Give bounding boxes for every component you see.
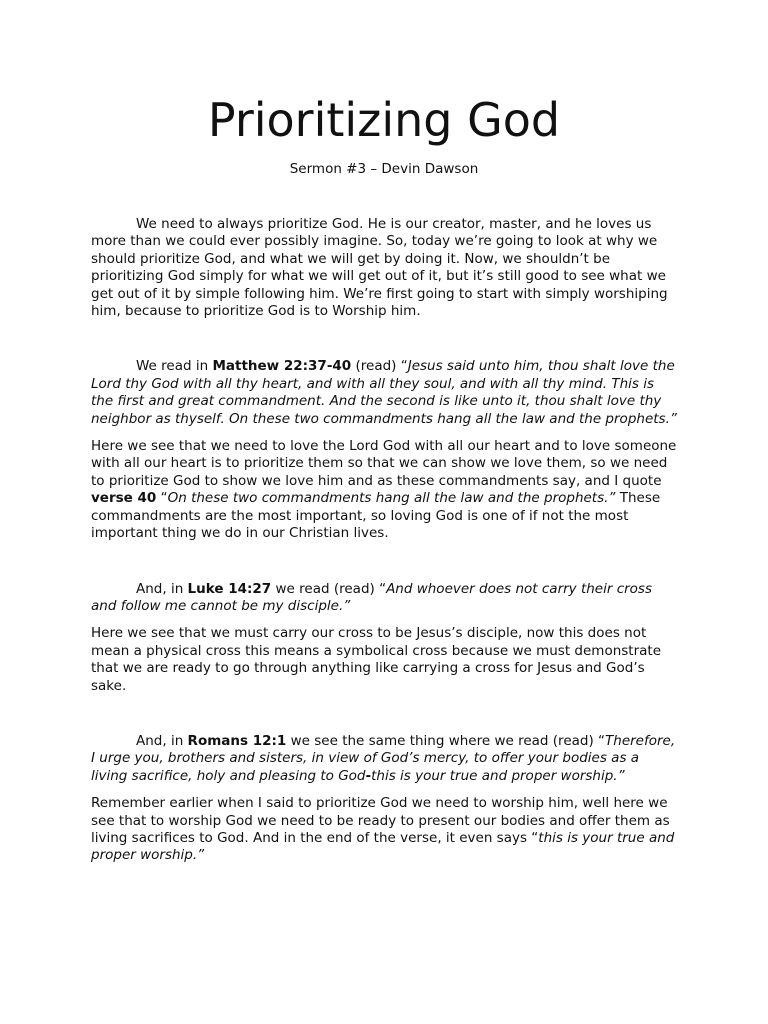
section-1-mid: (read) “	[351, 358, 408, 375]
section-3-quote-a: Therefore, I urge you, brothers and sisters, in view of God’s mercy, to offer your bodies as a living sacrifice, holy and pleasing to God	[91, 732, 676, 784]
section-3-quote-b: this is your true and proper worship.”	[371, 767, 625, 784]
section-1-scripture-paragraph	[91, 358, 677, 428]
section-3-mid: we see the same thing where we read (read) “	[286, 732, 606, 749]
section-2-reference: Luke 14:27	[187, 580, 272, 597]
section-2-mid: we read (read) “	[271, 580, 387, 597]
section-2-quote: And whoever does not carry their cross and follow me cannot be my disciple.”	[91, 580, 652, 614]
intro-paragraph: We need to always prioritize God. He is our creator, master, and he loves us more than we could ever possibly imagine. So, today we’re going to look at why we should prioritize God, and what we will get by doing it. Now, we shouldn’t be prioritizing God simply for what we will get out of it, but it’s still good to see what we get out of it by simple following him. We’re first going to start with simply worshiping him, because to prioritize God is to Worship him.	[91, 216, 668, 320]
page-subtitle: Sermon #3 – Devin Dawson	[289, 161, 479, 177]
section-1-quote: Jesus said unto him, thou shalt love the Lord thy God with all thy heart, and with all they soul, and with all thy mind. This is the first and great commandment. And the second is like unto it, thou shalt love thy neighbor as thyself. On these two commandments hang all the law and the prophets.”	[91, 358, 677, 427]
page-title: Prioritizing God	[207, 93, 561, 147]
section-1-lead: We read in	[136, 358, 213, 375]
section-1-comment-a: Here we see that we need to love the Lord God with all our heart and to love someone with all our heart is to prioritize them so that we can show we love them, so we need to prioritize God to show we love him and as these commandments say, and I quote	[91, 438, 677, 489]
section-1-comment-b: “	[156, 490, 168, 507]
section-1-reference: Matthew 22:37-40	[212, 358, 352, 375]
section-3-lead: And, in	[136, 732, 188, 749]
section-1-comment-paragraph	[91, 438, 677, 542]
section-3-comment-quote: this is your true and proper worship.”	[91, 829, 675, 864]
section-2-lead: And, in	[136, 580, 188, 597]
section-3-scripture-paragraph	[91, 733, 677, 785]
section-1-comment-quote: On these two commandments hang all the law and the prophets.”	[167, 490, 616, 507]
section-1-comment-c: These commandments are the most important, so loving God is one of if not the most important thing we do in our Christian lives.	[91, 490, 661, 542]
section-3-comment-paragraph	[91, 795, 677, 865]
section-1-comment-reference: verse 40	[91, 490, 157, 507]
section-3-quote-dash: -	[365, 767, 372, 784]
section-2-scripture-paragraph	[91, 581, 677, 616]
section-3-comment-a: Remember earlier when I said to prioritize God we need to worship him, well here we see that to worship God we need to be ready to present our bodies and offer them as living sacrifices to God. And in the end of the verse, it even says “	[91, 795, 670, 846]
section-2-comment-paragraph: Here we see that we must carry our cross to be Jesus’s disciple, now this does not mean a physical cross this means a symbolical cross because we must demonstrate that we are ready to go through anything like carrying a cross for Jesus and God’s sake.	[91, 625, 662, 694]
document-body	[91, 216, 677, 865]
section-3-reference: Romans 12:1	[187, 732, 287, 749]
